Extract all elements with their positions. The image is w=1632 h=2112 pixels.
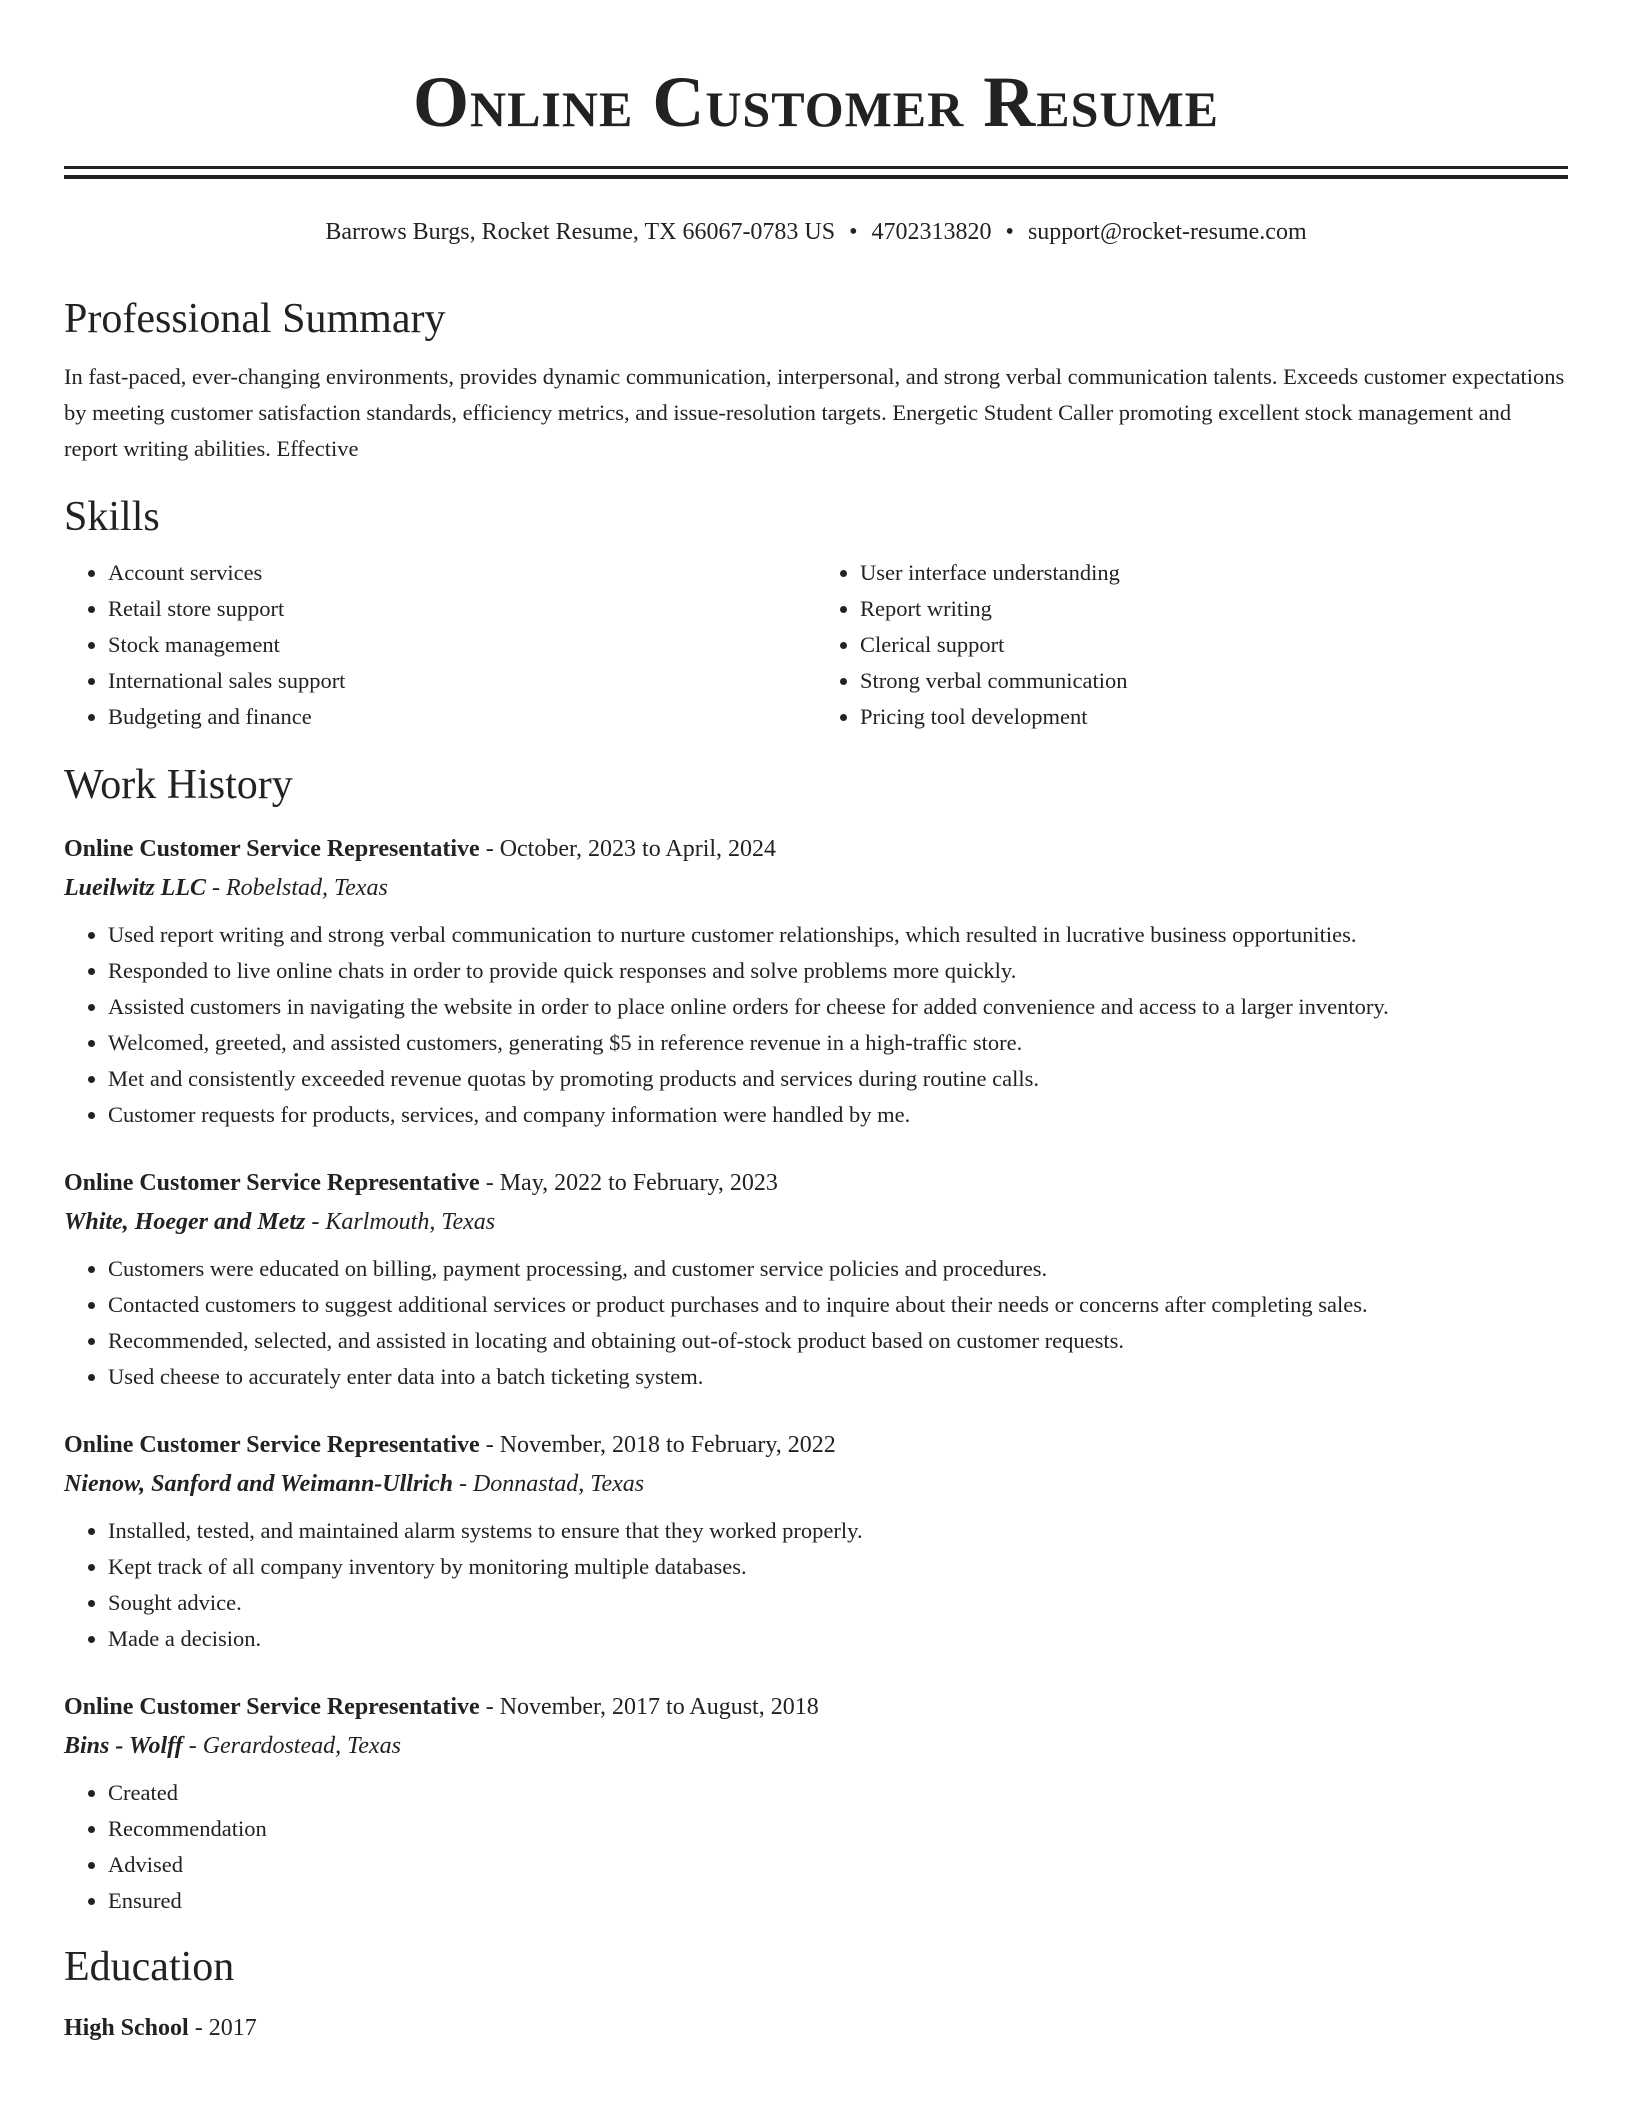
job-role: Online Customer Service Representative [64,1170,480,1196]
job-bullet: • Assisted customers in navigating the website in order to place online orders for cheese for added convenience and access to a larger inventory. [108,989,1568,1025]
job-bullet: • Created [108,1775,1568,1811]
education-year: - 2017 [188,2015,257,2041]
job-location: - Gerardostead, Texas [182,1733,401,1759]
skill-item: • Budgeting and finance [108,699,816,735]
job-bullet: • Contacted customers to suggest additional services or product purchases and to inquire about their needs or concerns after completing sales. [108,1287,1568,1323]
job-company-line [64,1727,1568,1765]
job-bullet: • Used report writing and strong verbal communication to nurture customer relationships, which resulted in lucrative business opportunities. [108,917,1568,953]
job-bullet: • Customer requests for products, services, and company information were handled by me. [108,1097,1568,1133]
skill-item: • Retail store support [108,591,816,627]
education-entry [64,2009,1568,2047]
summary-heading: Professional Summary [64,296,446,342]
job-bullet: • Ensured [108,1883,1568,1919]
job-location: - Karlmouth, Texas [305,1209,496,1235]
job-title-line [64,1163,1568,1203]
skills-heading: Skills [64,494,160,540]
skill-item: • Strong verbal communication [860,663,1568,699]
job-company: Nienow, Sanford and Weimann-Ullrich [64,1471,453,1497]
skill-item: • User interface understanding [860,555,1568,591]
title-divider-bottom [64,175,1568,179]
summary-text: In fast-paced, ever-changing environments, provides dynamic communication, interpersonal, and strong verbal communication talents. Exceeds customer expectations by meeting customer satisfaction standards, efficiency metrics, and issue-resolution targets. Energetic Student Caller promoting excellent stock management and report writing abilities. Effective [64,364,1565,461]
job-entry [64,1687,1568,1919]
contact-address: Barrows Burgs, Rocket Resume, TX 66067-0783 US [325,219,836,245]
job-entry [64,1425,1568,1657]
job-company-line [64,1465,1568,1503]
job-title-line [64,1425,1568,1465]
job-bullet: • Met and consistently exceeded revenue quotas by promoting products and services during routine calls. [108,1061,1568,1097]
job-location: - Robelstad, Texas [206,875,388,901]
skill-item: • International sales support [108,663,816,699]
resume-page [64,0,1568,2047]
resume-title: Online Customer Resume [412,62,1220,142]
job-dates: - November, 2018 to February, 2022 [479,1432,836,1458]
job-company-line [64,869,1568,907]
job-entry [64,829,1568,1133]
skills-columns [64,555,1568,735]
job-bullet: • Made a decision. [108,1621,1568,1657]
job-bullet: • Used cheese to accurately enter data into a batch ticketing system. [108,1359,1568,1395]
job-bullet: • Advised [108,1847,1568,1883]
job-role: Online Customer Service Representative [64,1694,480,1720]
contact-line [64,215,1568,249]
job-bullet: • Customers were educated on billing, payment processing, and customer service policies and procedures. [108,1251,1568,1287]
contact-separator: • [849,219,858,245]
job-dates: - October, 2023 to April, 2024 [479,836,777,862]
job-bullet: • Installed, tested, and maintained alarm systems to ensure that they worked properly. [108,1513,1568,1549]
job-bullets [64,1251,1568,1395]
job-role: Online Customer Service Representative [64,836,480,862]
contact-phone: 4702313820 [871,219,992,245]
job-title-line [64,829,1568,869]
job-bullet: • Welcomed, greeted, and assisted customers, generating $5 in reference revenue in a high-traffic store. [108,1025,1568,1061]
skills-list-left [64,555,816,735]
job-bullet: • Kept track of all company inventory by monitoring multiple databases. [108,1549,1568,1585]
job-bullet: • Responded to live online chats in order to provide quick responses and solve problems more quickly. [108,953,1568,989]
job-entry [64,1163,1568,1395]
skill-item: • Account services [108,555,816,591]
job-company: White, Hoeger and Metz [64,1209,306,1235]
job-bullet: • Recommended, selected, and assisted in locating and obtaining out-of-stock product based on customer requests. [108,1323,1568,1359]
job-company-line [64,1203,1568,1241]
job-role: Online Customer Service Representative [64,1432,480,1458]
skill-item: • Stock management [108,627,816,663]
job-bullet: • Sought advice. [108,1585,1568,1621]
education-heading: Education [64,1944,235,1990]
skills-list-right [816,555,1568,735]
job-location: - Donnastad, Texas [452,1471,645,1497]
job-bullets [64,917,1568,1133]
education-degree: High School [64,2015,189,2041]
work-history-heading: Work History [64,762,293,808]
job-bullets [64,1513,1568,1657]
skill-item: • Clerical support [860,627,1568,663]
skill-item: • Report writing [860,591,1568,627]
job-bullet: • Recommendation [108,1811,1568,1847]
title-divider-top [64,166,1568,169]
contact-email: support@rocket-resume.com [1027,219,1307,245]
job-company: Lueilwitz LLC [64,875,207,901]
job-dates: - November, 2017 to August, 2018 [479,1694,819,1720]
job-company: Bins - Wolff [64,1733,183,1759]
job-dates: - May, 2022 to February, 2023 [479,1170,778,1196]
job-title-line [64,1687,1568,1727]
skill-item: • Pricing tool development [860,699,1568,735]
job-bullets [64,1775,1568,1919]
contact-separator: • [1005,219,1014,245]
